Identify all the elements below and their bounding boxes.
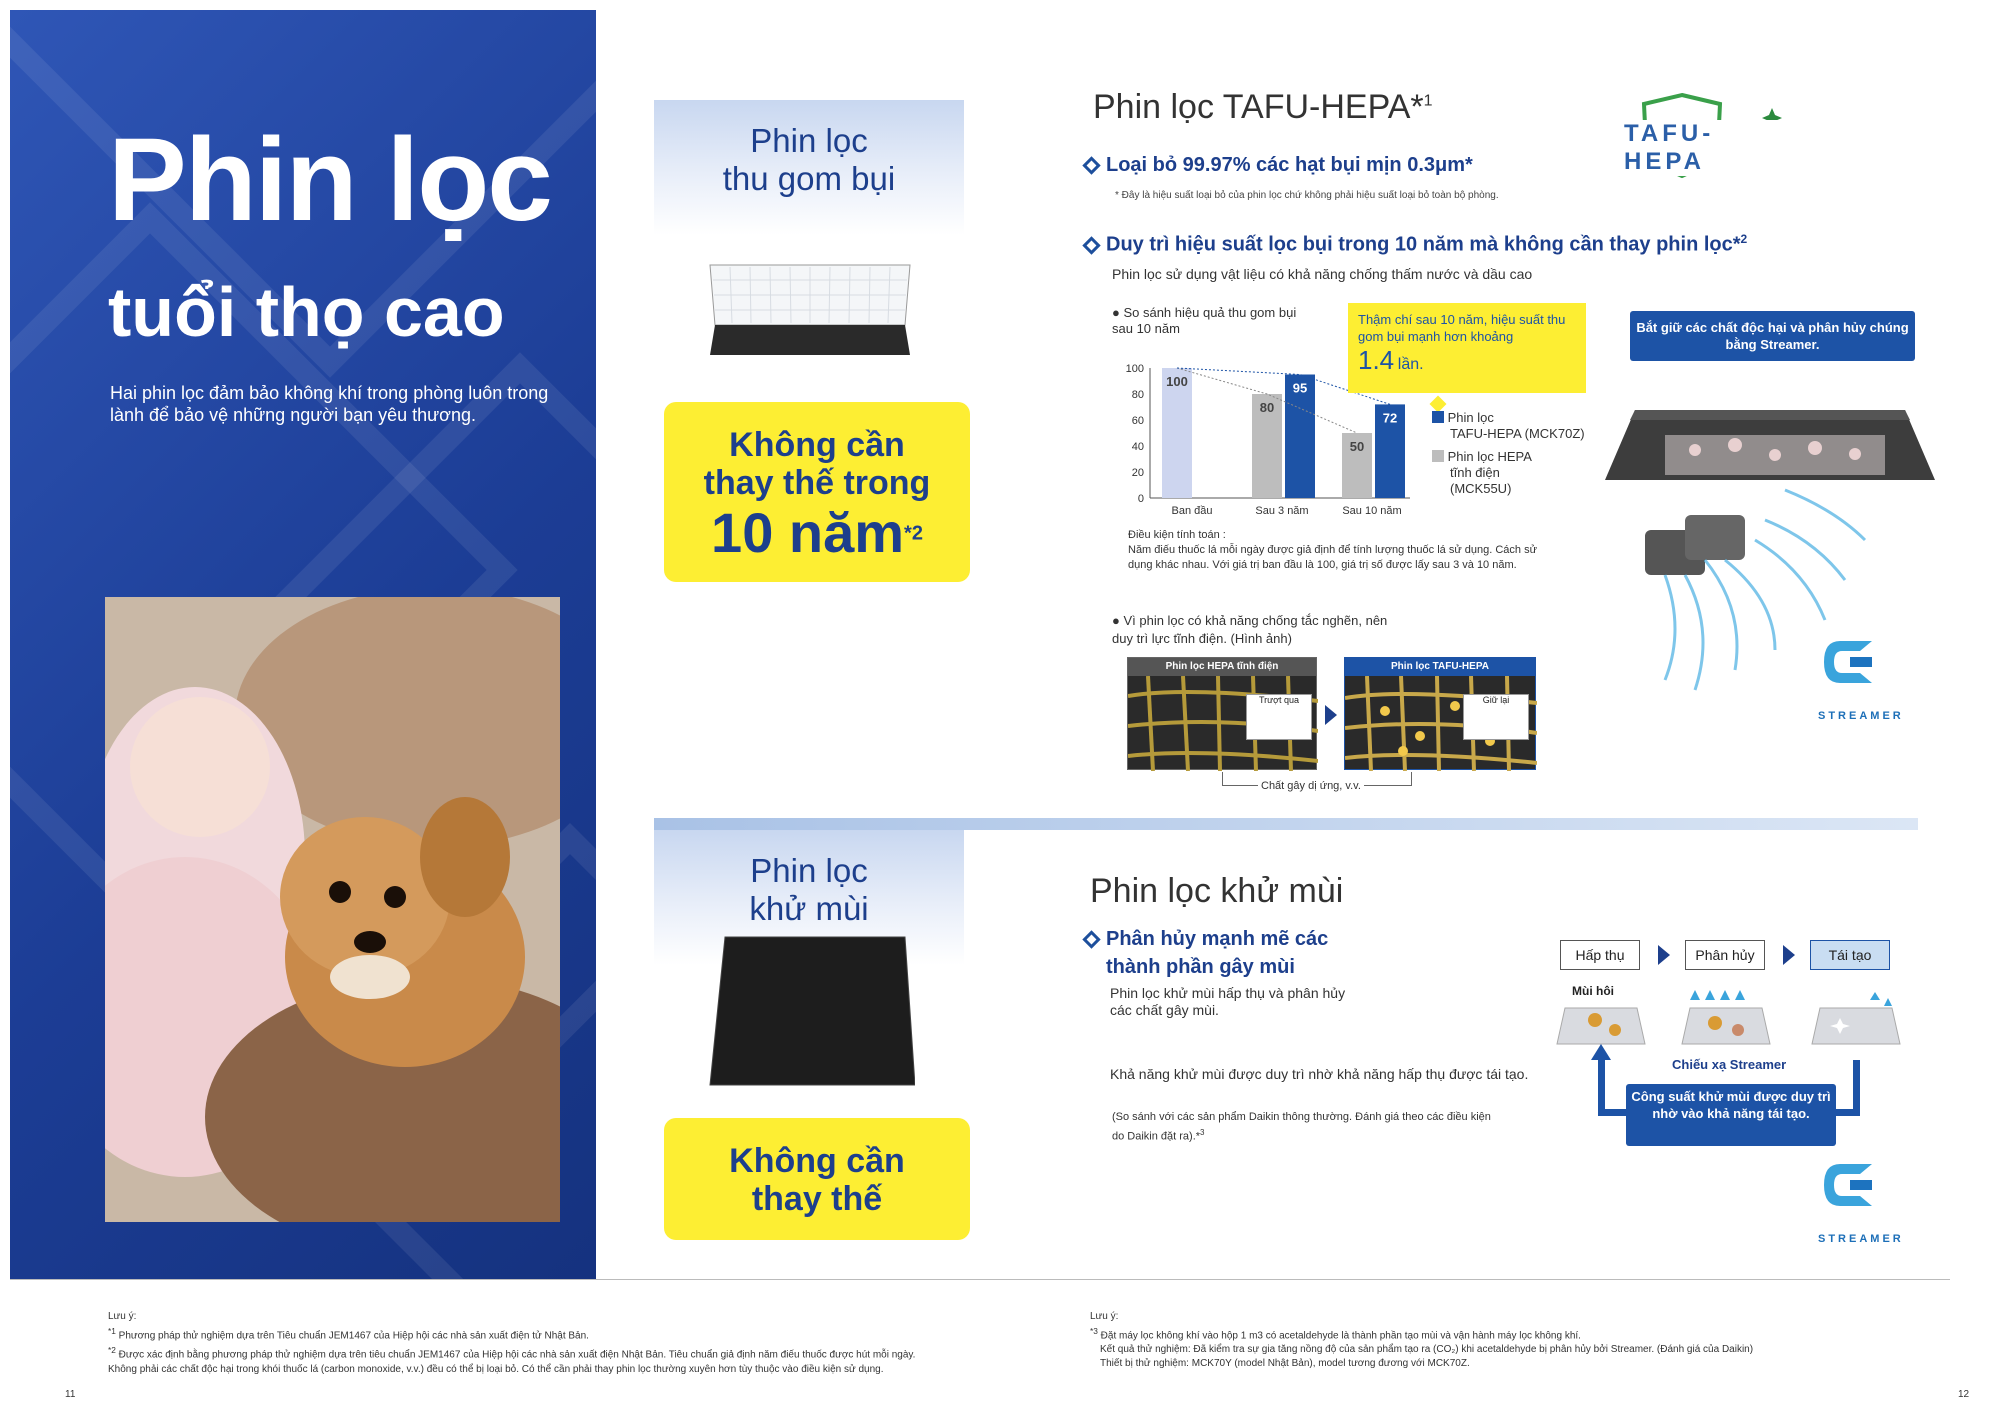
baby-and-dog-photo [105, 597, 560, 1222]
cycle-callout: Công suất khử mùi được duy trì nhờ vào khả năng tái tạo. [1626, 1084, 1836, 1146]
footnote3-mark: *3 [1090, 1326, 1098, 1336]
legend-tafu-line2: TAFU-HEPA (MCK70Z) [1450, 426, 1585, 441]
tafu-title-text: Phin lọc TAFU-HEPA* [1093, 88, 1424, 126]
odor-filter-header: Phin lọc khử mùi [654, 830, 964, 965]
y-tick-label: 0 [1137, 493, 1144, 505]
x-tick-label: Sau 10 năm [1342, 505, 1402, 517]
footnote2-text: Được xác định bằng phương pháp thử nghiệm dựa trên tiêu chuẩn JEM1467 của Hiệp hội các nhà sản xuất điện Nhật Bản. Tiêu chuẩn giả định năm điếu thuốc được hút mỗi ngày. Không phải các chất độc hại trong khói thuốc lá (carbon monoxide, v.v.) đều có thể bị loại bỏ. Có thể cần phải thay phin lọc thường xuyên hơn tùy thuộc vào điều kiện sử dụng. [108, 1349, 916, 1375]
absorb-illustration [1555, 998, 1647, 1046]
streamer-logo-text: STREAMER [1818, 710, 1904, 722]
dust-no-replace-text: Không cần thay thế trong [703, 426, 931, 502]
footer-rule [10, 1279, 1950, 1280]
tafu-hepa-logo [1612, 90, 1792, 180]
arrow-right-icon [1325, 705, 1337, 725]
section-divider-band [654, 818, 1918, 830]
y-tick-label: 20 [1131, 467, 1144, 479]
diamond-bullet-icon [1082, 931, 1100, 949]
hepa-electrostatic-image [1127, 657, 1317, 770]
tafu-bullet2-text: Duy trì hiệu suất lọc bụi trong 10 năm mà không cần thay phin lọc* [1106, 233, 1741, 256]
footer-left-label: Lưu ý: [108, 1311, 137, 1322]
tafu-note1: * Đây là hiệu suất loại bỏ của phin lọc chứ không phải hiệu suất loại bỏ toàn bộ phòng. [1115, 190, 1499, 201]
clog-resistance-text: ● Vì phin lọc có khả năng chống tắc nghẽn, nên duy trì lực tĩnh điện. (Hình ảnh) [1112, 613, 1388, 646]
footnote3-line3: Thiết bị thử nghiệm: MCK70Y (model Nhật Bản), model tương đương với MCK70Z. [1100, 1358, 1470, 1370]
tafu-hepa-image [1344, 657, 1536, 770]
footer-right-label: Lưu ý: [1090, 1311, 1119, 1322]
hepa-filter-image [705, 245, 915, 355]
legend-swatch-blue [1432, 411, 1444, 423]
dust-years-sup: *2 [904, 522, 923, 545]
step-absorb: Hấp thụ [1560, 940, 1640, 970]
legend-tafu [1432, 410, 1585, 442]
chart-callout-text: Thậm chí sau 10 năm, hiệu suất thu gom bụi mạnh hơn khoảng [1358, 312, 1566, 344]
legend-hepa-line1: Phin lọc HEPA [1447, 449, 1532, 464]
odor-bullet-line1: Phân hủy mạnh mẽ các [1106, 928, 1329, 950]
odor-title: Phin lọc khử mùi [1090, 872, 1344, 910]
panel-title-line2: tuổi thọ cao [108, 273, 505, 351]
dust-years-value: 10 năm [711, 501, 905, 564]
dust-filter-header: Phin lọc thu gom bụi [654, 100, 964, 235]
arrow-right-icon [1658, 945, 1670, 965]
streamer-logo-icon [1820, 637, 1876, 687]
footnote2-mark: *2 [108, 1345, 116, 1356]
footnote1-mark: *1 [108, 1326, 116, 1336]
allergen-label: Chất gây dị ứng, v.v. [1258, 780, 1364, 792]
streamer-callout: Bắt giữ các chất độc hại và phân hủy chúng bằng Streamer. [1630, 311, 1915, 361]
diamond-bullet-icon [1082, 157, 1100, 175]
chart-callout-unit: lần. [1397, 356, 1424, 373]
tafu-title [1093, 88, 1433, 127]
calc-conditions-title: Điều kiện tính toán : [1128, 529, 1226, 541]
x-tick-label: Sau 3 năm [1255, 505, 1309, 517]
bar-value-label: 72 [1382, 410, 1398, 426]
odor-bullet-line2: thành phần gây mùi [1106, 956, 1295, 978]
y-tick-label: 80 [1131, 389, 1144, 401]
bar-value-label: 50 [1349, 439, 1365, 454]
bar-value-label: 100 [1166, 374, 1188, 389]
tafu-title-sup: 1 [1423, 92, 1433, 110]
diamond-bullet-icon [1082, 236, 1100, 254]
footer-notes-left [108, 1310, 928, 1377]
streamer-logo-text: STREAMER [1818, 1233, 1904, 1245]
img2-tag: Giữ lại [1463, 694, 1529, 740]
page-number-left: 11 [65, 1389, 76, 1400]
arrow-up-icon [1591, 1044, 1611, 1060]
streamer-device-illustration [1605, 370, 1935, 710]
streamer-logo-icon [1820, 1160, 1876, 1210]
calc-conditions-text: Năm điếu thuốc lá mỗi ngày được giả định để tính lượng thuốc lá sử dụng. Cách sử dụng khác nhau. Với giá trị ban đầu là 100, giá trị số được lấy sau 3 và 10 năm. [1128, 544, 1537, 571]
img1-tag: Trượt qua [1246, 694, 1312, 740]
smell-label: Mùi hôi [1572, 984, 1614, 998]
step-regenerate: Tái tạo [1810, 940, 1890, 970]
legend-swatch-gray [1432, 450, 1444, 462]
footnote3-line1: Đặt máy lọc không khí vào hộp 1 m3 có acetaldehyde là thành phần tạo mùi và vận hành máy lọc không khí. [1100, 1330, 1581, 1342]
streamer-irradiation-label: Chiếu xạ Streamer [1672, 1057, 1787, 1072]
footnote1-text: Phương pháp thử nghiệm dựa trên Tiêu chuẩn JEM1467 của Hiệp hội các nhà sản xuất điện tử Nhật Bản. [118, 1330, 589, 1342]
legend-hepa-line3: (MCK55U) [1450, 481, 1512, 496]
decompose-illustration [1680, 988, 1772, 1046]
y-tick-label: 40 [1131, 441, 1144, 453]
tafu-bullet1-text: Loại bỏ 99.97% các hạt bụi mịn 0.3μm* [1106, 154, 1473, 176]
tafu-logo-text: TAFU-HEPA [1620, 120, 1792, 176]
odor-compare [1112, 1109, 1502, 1145]
odor-desc: Phin lọc khử mùi hấp thụ và phân hủy các chất gây mùi. [1110, 985, 1346, 1018]
odor-compare-text: (So sánh với các sản phẩm Daikin thông thường. Đánh giá theo các điều kiện do Daikin đặt ra).* [1112, 1111, 1491, 1143]
odor-maintain: Khả năng khử mùi được duy trì nhờ khả năng hấp thụ được tái tạo. [1110, 1066, 1529, 1082]
chart-callout-ratio: 1.4 [1358, 345, 1395, 375]
tafu-bullet-removal [1085, 154, 1473, 177]
regenerate-illustration [1810, 990, 1902, 1046]
page-number-right: 12 [1958, 1389, 1970, 1400]
img1-label: Phin lọc HEPA tĩnh điện [1128, 658, 1316, 676]
legend-hepa-line2: tĩnh điện [1450, 465, 1500, 480]
chart-caption: ● So sánh hiệu quả thu gom bụi sau 10 năm [1112, 305, 1297, 336]
x-tick-label: Ban đầu [1171, 505, 1213, 517]
panel-title-line1: Phin lọc [108, 114, 551, 246]
step-decompose: Phân hủy [1685, 940, 1765, 970]
y-tick-label: 60 [1131, 415, 1144, 427]
odor-no-replace-text: Không cần thay thế [664, 1118, 970, 1240]
tafu-desc2: Phin lọc sử dụng vật liệu có khả năng chống thấm nước và dầu cao [1112, 266, 1533, 282]
panel-subtitle: Hai phin lọc đảm bảo không khí trong phòng luôn trong lành để bảo vệ những người bạn yêu thương. [110, 383, 549, 425]
footer-notes-right [1090, 1310, 1910, 1371]
chart-callout [1348, 303, 1586, 393]
arrow-right-icon [1783, 945, 1795, 965]
y-tick-label: 100 [1125, 363, 1144, 375]
bar-value-label: 95 [1292, 380, 1308, 396]
odor-bullet [1085, 925, 1328, 981]
legend-hepa [1432, 449, 1532, 497]
dust-no-replace-box [664, 402, 970, 582]
legend-tafu-line1: Phin lọc [1447, 410, 1494, 425]
img2-label: Phin lọc TAFU-HEPA [1345, 658, 1535, 676]
footnote3-line2: Kết quả thử nghiệm: Đã kiểm tra sự gia tăng nồng độ của sản phẩm tạo ra (CO₂) khi acetaldehyde bị phân hủy bởi Streamer. (Đánh giá của Daikin) [1100, 1344, 1754, 1356]
odor-compare-sup: 3 [1200, 1128, 1205, 1137]
deodorizing-filter-image [705, 935, 915, 1090]
bar-value-label: 80 [1259, 400, 1275, 415]
tafu-bullet2-sup: 2 [1740, 232, 1748, 246]
tafu-bullet-10years [1085, 232, 1747, 257]
calc-conditions [1128, 528, 1548, 573]
